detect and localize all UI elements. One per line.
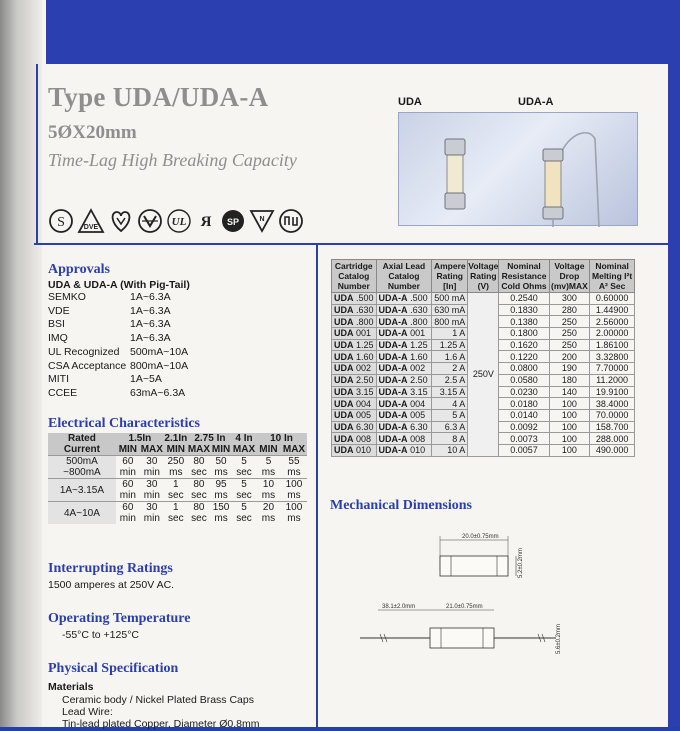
ampere-rating: 10 A: [432, 444, 468, 456]
melting-i2t: 7.70000: [590, 363, 635, 375]
voltage-drop: 180: [549, 374, 590, 386]
resistance: 0.0073: [499, 433, 549, 445]
semko-icon: [48, 208, 74, 234]
value-cell: 80: [193, 479, 205, 490]
resistance: 0.0092: [499, 421, 549, 433]
melting-i2t: 38.4000: [590, 398, 635, 410]
resistance: 0.0800: [499, 363, 549, 375]
fuse-illustration: [399, 113, 639, 227]
cartridge-number: UDA .500: [332, 293, 377, 305]
right-color-band: [668, 64, 680, 727]
dim-label: 5.6±0.2mm: [556, 624, 562, 654]
resistance: 0.1830: [499, 304, 549, 316]
approvals-subheading: UDA & UDA-A (With Pig-Tail): [48, 279, 190, 291]
value-cell: 95: [215, 479, 227, 490]
svg-text:Я: Я: [200, 214, 212, 230]
sub-header: MIN: [259, 444, 278, 455]
rated-header: Rated: [68, 433, 96, 444]
approval-agency: CSA Acceptance: [48, 359, 127, 372]
resistance: 0.0230: [499, 386, 549, 398]
approval-agency: CCEE: [48, 386, 78, 399]
unit-cell: sec: [191, 467, 207, 478]
value-cell: 55: [288, 456, 300, 467]
electrical-table: [48, 433, 307, 524]
melting-i2t: 158.700: [590, 421, 635, 433]
top-color-band: [46, 0, 680, 64]
axial-body: [430, 628, 494, 648]
value-cell: 60: [122, 502, 134, 513]
sub-header: MAX: [187, 444, 211, 455]
voltage-drop: 280: [549, 304, 590, 316]
approval-row: [48, 346, 188, 360]
axial-number: UDA-A 3.15: [376, 386, 432, 398]
approval-range: 1A~5A: [130, 373, 162, 386]
resistance: 0.1380: [499, 316, 549, 328]
melting-i2t: 3.32800: [590, 351, 635, 363]
value-cell: 150: [212, 502, 230, 513]
approval-row: [48, 318, 188, 332]
voltage-drop: 200: [549, 351, 590, 363]
approval-range: 1A~6.3A: [130, 332, 171, 345]
dim-label: 38.1±2.0mm: [382, 604, 416, 610]
resistance: 0.1620: [499, 339, 549, 351]
operating-heading: Operating Temperature: [48, 611, 191, 626]
header-row: [332, 260, 635, 293]
mechanical-drawing: [330, 530, 560, 660]
unit-cell: min: [119, 467, 136, 478]
ampere-rating: 2.5 A: [432, 374, 468, 386]
table-row: [48, 467, 307, 479]
approval-agency: UL Recognized: [48, 345, 120, 358]
materials-label: Materials: [48, 681, 94, 693]
value-cell: 30: [146, 456, 158, 467]
value-cell: 100: [285, 502, 303, 513]
group-header: 4 In: [235, 433, 253, 444]
unit-cell: sec: [168, 490, 184, 501]
approvals-list: [48, 291, 188, 401]
svg-text:DVE: DVE: [83, 224, 99, 231]
resistance: 0.0180: [499, 398, 549, 410]
value-cell: 10: [262, 479, 275, 490]
approval-range: 63mA~6.3A: [130, 386, 186, 399]
melting-i2t: 288.000: [590, 433, 635, 445]
value-cell: 5: [265, 456, 272, 467]
table-row: [48, 456, 307, 468]
ampere-rating: 1.6 A: [432, 351, 468, 363]
axial-number: UDA-A 004: [376, 398, 432, 410]
resistance: 0.0140: [499, 409, 549, 421]
value-cell: 5: [241, 502, 247, 513]
materials-line: Ceramic body / Nickel Plated Brass Caps: [62, 694, 254, 706]
table-row: [48, 502, 307, 514]
sub-header: MAX: [140, 444, 163, 455]
voltage-drop: 140: [549, 386, 590, 398]
approval-agency: SEMKO: [48, 291, 86, 303]
ul-icon: [166, 208, 192, 234]
interrupting-heading: Interrupting Ratings: [48, 561, 173, 576]
value-cell: 60: [122, 479, 134, 490]
unit-cell: ms: [214, 467, 228, 478]
unit-cell: ms: [214, 490, 228, 501]
materials-line: Lead Wire:: [62, 706, 113, 718]
cartridge-number: UDA 010: [332, 444, 377, 456]
axial-number: UDA-A .630: [376, 304, 432, 316]
approval-range: 800mA~10A: [130, 359, 189, 372]
approval-range: 1A~6.3A: [130, 318, 171, 331]
column-header: Ampere Rating [In]: [432, 260, 468, 293]
resistance: 0.0057: [499, 444, 549, 456]
electrical-heading: Electrical Characteristics: [48, 416, 200, 431]
column-header: Cartridge Catalog Number: [332, 260, 377, 293]
csa-icon: [220, 208, 246, 234]
dim-label: 5.2±0.2mm: [518, 548, 524, 578]
value-cell: 50: [215, 456, 227, 467]
approval-row: [48, 332, 188, 346]
ampere-rating: 4 A: [432, 398, 468, 410]
voltage-drop: 250: [549, 328, 590, 340]
bsi-icon: [108, 208, 134, 234]
dim-label: 20.0±0.75mm: [462, 534, 499, 540]
cartridge-number: UDA 1.25: [332, 339, 377, 351]
unit-cell: min: [143, 467, 160, 478]
sub-header: MIN: [166, 444, 185, 455]
voltage-rating: 250V: [468, 293, 499, 457]
group-header: 2.1In: [164, 433, 188, 444]
cartridge-number: UDA .630: [332, 304, 377, 316]
approval-row: [48, 305, 188, 319]
page-title: Type UDA/UDA-A: [48, 82, 269, 112]
unit-cell: sec: [236, 490, 252, 501]
voltage-drop: 100: [549, 444, 590, 456]
current-label: ~800mA: [48, 467, 116, 479]
ampere-rating: 2 A: [432, 363, 468, 375]
unit-cell: sec: [236, 467, 252, 478]
approval-agency: MITI: [48, 373, 69, 386]
unit-cell: sec: [191, 490, 207, 501]
fuse-photo: [398, 112, 638, 226]
approval-agency: VDE: [48, 304, 70, 317]
axial-number: UDA-A .500: [376, 293, 432, 305]
axial-number: UDA-A 001: [376, 328, 432, 340]
melting-i2t: 490.000: [590, 444, 635, 456]
melting-i2t: 0.60000: [590, 293, 635, 305]
column-header: Nominal Melting I²t A² Sec: [590, 260, 635, 293]
melting-i2t: 1.86100: [590, 339, 635, 351]
unit-cell: ms: [169, 467, 183, 478]
label-uda-a: UDA-A: [518, 96, 554, 108]
group-header: 10 In: [270, 433, 293, 444]
current-label: 1A~3.15A: [48, 479, 116, 502]
value-cell: 80: [193, 456, 205, 467]
table-row: [332, 293, 635, 305]
imq-icon: [137, 208, 163, 234]
cartridge-number: UDA 002: [332, 363, 377, 375]
value-cell: 100: [285, 479, 303, 490]
mark-icon: [278, 208, 304, 234]
voltage-drop: 100: [549, 433, 590, 445]
dim-label: 21.0±0.75mm: [446, 604, 483, 610]
fuse-size: 5ØX20mm: [48, 122, 137, 143]
cartridge-number: UDA 005: [332, 409, 377, 421]
unit-cell: ms: [287, 490, 301, 501]
cartridge-number: UDA 2.50: [332, 374, 377, 386]
axial-number: UDA-A 1.60: [376, 351, 432, 363]
cartridge-number: UDA .800: [332, 316, 377, 328]
approval-range: 500mA~10A: [130, 345, 189, 358]
melting-i2t: 2.00000: [590, 328, 635, 340]
axial-number: UDA-A 1.25: [376, 339, 432, 351]
unit-cell: sec: [191, 513, 207, 524]
approvals-heading: Approvals: [48, 262, 110, 277]
current-label: 500mA: [48, 456, 116, 468]
value-cell: 250: [167, 456, 185, 467]
catalog-table: [331, 259, 635, 457]
axial-number: UDA-A 008: [376, 433, 432, 445]
approval-row: [48, 373, 188, 387]
unit-cell: sec: [168, 513, 184, 524]
column-header: Voltage Drop (mv)MAX: [550, 261, 588, 291]
svg-text:N: N: [259, 216, 265, 223]
melting-i2t: 2.56000: [590, 316, 635, 328]
value-cell: 60: [122, 456, 134, 467]
svg-text:S: S: [57, 215, 65, 230]
value-cell: 5: [241, 479, 247, 490]
unit-cell: ms: [287, 467, 301, 478]
unit-cell: min: [119, 490, 136, 501]
cartridge-number: UDA 001: [332, 328, 377, 340]
approval-row: [48, 360, 188, 374]
cartridge-number: UDA 004: [332, 398, 377, 410]
header-left-rule: [36, 64, 38, 244]
voltage-drop: 100: [549, 409, 590, 421]
axial-number: UDA-A 002: [376, 363, 432, 375]
approval-row: [48, 387, 188, 401]
cartridge-number: UDA 1.60: [332, 351, 377, 363]
ampere-rating: 1.25 A: [432, 339, 468, 351]
approval-agency: IMQ: [48, 332, 68, 345]
melting-i2t: 70.0000: [590, 409, 635, 421]
interrupting-text: 1500 amperes at 250V AC.: [48, 579, 175, 591]
ampere-rating: 800 mA: [432, 316, 468, 328]
vde-icon: [77, 208, 105, 234]
physical-heading: Physical Specification: [48, 661, 179, 676]
unit-cell: min: [119, 513, 136, 524]
axial-number: UDA-A 005: [376, 409, 432, 421]
approval-agency: BSI: [48, 318, 65, 331]
axial-number: UDA-A 2.50: [376, 374, 432, 386]
unit-cell: min: [143, 490, 160, 501]
tagline: Time-Lag High Breaking Capacity: [48, 150, 297, 170]
voltage-drop: 100: [549, 421, 590, 433]
unit-cell: ms: [261, 490, 276, 501]
melting-i2t: 19.9100: [590, 386, 635, 398]
cartridge-number: UDA 008: [332, 433, 377, 445]
sub-header: MAX: [282, 444, 306, 455]
resistance: 0.1220: [499, 351, 549, 363]
axial-number: UDA-A 6.30: [376, 421, 432, 433]
materials-line: Tin-lead plated Copper, Diameter Ø0.8mm: [62, 718, 260, 730]
ampere-rating: 500 mA: [432, 293, 468, 305]
voltage-drop: 300: [549, 293, 590, 305]
header-row: [48, 433, 307, 444]
svg-text:SP: SP: [226, 217, 240, 227]
voltage-drop: 190: [549, 363, 590, 375]
voltage-drop: 250: [549, 316, 590, 328]
cartridge-number: UDA 6.30: [332, 421, 377, 433]
ampere-rating: 630 mA: [432, 304, 468, 316]
melting-i2t: 1.44900: [590, 304, 635, 316]
voltage-drop: 250: [549, 339, 590, 351]
current-header: Current: [63, 444, 100, 455]
approval-range: 1A~6.3A: [130, 304, 171, 317]
label-uda: UDA: [398, 96, 422, 108]
approval-row: [48, 291, 188, 305]
svg-text:UL: UL: [171, 216, 187, 228]
group-header: 1.5In: [128, 433, 152, 444]
unit-cell: ms: [261, 467, 276, 478]
unit-cell: ms: [261, 513, 276, 524]
column-header: Nominal Resistance Cold Ohms: [499, 260, 549, 293]
column-header: Voltage Rating (V): [468, 261, 499, 291]
ampere-rating: 3.15 A: [432, 386, 468, 398]
operating-text: -55°C to +125°C: [62, 629, 139, 641]
ampere-rating: 5 A: [432, 409, 468, 421]
sub-header: MIN: [211, 444, 231, 455]
certification-marks: [48, 208, 304, 234]
unit-cell: sec: [236, 513, 252, 524]
subheader-row: [48, 444, 307, 456]
ampere-rating: 6.3 A: [432, 421, 468, 433]
melting-i2t: 11.2000: [590, 374, 635, 386]
column-header: Axial Lead Catalog Number: [376, 260, 432, 293]
table-row: [48, 479, 307, 491]
cartridge-number: UDA 3.15: [332, 386, 377, 398]
unit-cell: ms: [214, 513, 228, 524]
current-label: 4A~10A: [48, 502, 116, 525]
value-cell: 30: [146, 502, 158, 513]
voltage-drop: 100: [549, 398, 590, 410]
ampere-rating: 1 A: [432, 328, 468, 340]
value-cell: 20: [262, 502, 275, 513]
group-header: 2.75 In: [194, 433, 226, 444]
ampere-rating: 8 A: [432, 433, 468, 445]
unit-cell: min: [143, 513, 160, 524]
value-cell: 80: [193, 502, 205, 513]
ru-icon: [195, 208, 217, 234]
resistance: 0.2540: [499, 293, 549, 305]
mechanical-heading: Mechanical Dimensions: [330, 498, 472, 513]
value-cell: 30: [146, 479, 158, 490]
sub-header: MIN: [118, 444, 138, 455]
value-cell: 5: [241, 456, 247, 467]
cartridge-body: [440, 556, 508, 576]
approval-range: 1A~6.3A: [130, 291, 171, 303]
column-divider: [316, 245, 318, 727]
value-cell: 1: [173, 479, 179, 490]
value-cell: 1: [173, 502, 179, 513]
unit-cell: ms: [287, 513, 301, 524]
sub-header: MAX: [232, 444, 256, 455]
axial-number: UDA-A .800: [376, 316, 432, 328]
nemko-icon: [249, 208, 275, 234]
resistance: 0.1800: [499, 328, 549, 340]
section-divider: [34, 243, 668, 245]
resistance: 0.0580: [499, 374, 549, 386]
axial-number: UDA-A 010: [376, 444, 432, 456]
